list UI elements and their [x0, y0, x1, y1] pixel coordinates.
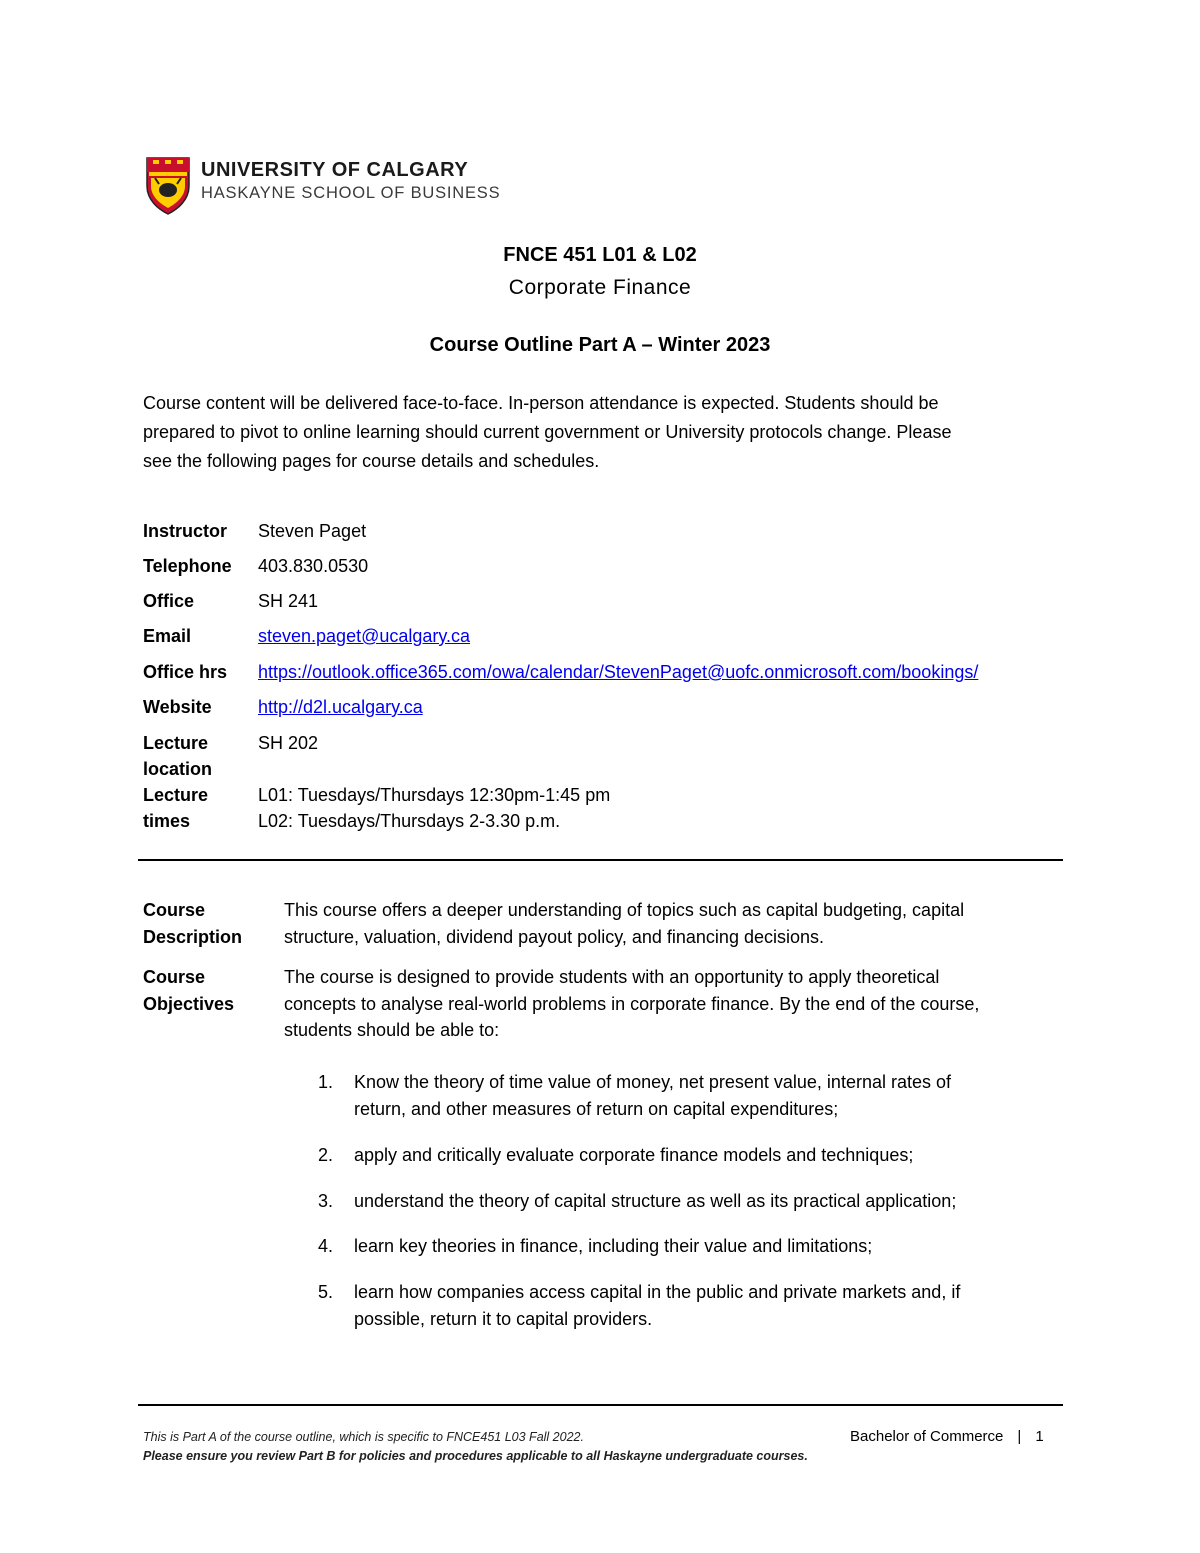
website-link[interactable]: http://d2l.ucalgary.ca [258, 697, 423, 717]
intro-paragraph [143, 389, 1063, 476]
label-line: Course [143, 967, 206, 987]
label-line: Lecture [143, 785, 209, 805]
objective-item [354, 1069, 1074, 1122]
section-divider [138, 859, 1063, 861]
lecture-times-label [143, 782, 208, 834]
label-line: location [143, 759, 213, 779]
school-name: HASKAYNE SCHOOL OF BUSINESS [201, 184, 501, 202]
instructor-value: Steven Paget [258, 521, 367, 541]
objective-number: 3. [318, 1191, 334, 1211]
label-line: Description [143, 926, 243, 947]
program-name: Bachelor of Commerce [850, 1428, 1004, 1445]
telephone-value: 403.830.0530 [258, 556, 369, 576]
label-line: Objectives [143, 993, 235, 1014]
text-line: concepts to analyse real-world problems in corporate finance. By the end of the course, [284, 993, 980, 1014]
label-line: Lecture [143, 733, 209, 753]
lecture-time-l02: L02: Tuesdays/Thursdays 2-3.30 p.m. [258, 811, 561, 831]
objective-item [354, 1279, 1074, 1332]
objective-number: 5. [318, 1282, 334, 1302]
objective-number: 2. [318, 1145, 334, 1165]
website-label: Website [143, 697, 212, 717]
telephone-label: Telephone [143, 556, 232, 576]
intro-line: see the following pages for course details and schedules. [143, 451, 600, 471]
text-line: The course is designed to provide students with an opportunity to apply theoretical [284, 967, 940, 987]
page-number: 1 [1035, 1428, 1044, 1445]
crest-icon [145, 156, 191, 216]
objective-number: 4. [318, 1236, 334, 1256]
office-label: Office [143, 591, 195, 611]
description-text [284, 897, 1074, 950]
footer-divider [138, 1404, 1063, 1406]
text-line: possible, return it to capital providers. [354, 1308, 653, 1329]
objective-number: 1. [318, 1072, 334, 1092]
lecture-times-value [258, 782, 610, 834]
footer-note [143, 1428, 843, 1466]
text-line: students should be able to: [284, 1020, 500, 1040]
instructor-label: Instructor [143, 521, 228, 541]
course-code-title: FNCE 451 L01 & L02 [503, 244, 697, 266]
label-line: times [143, 811, 191, 831]
course-name-title: Corporate Finance [508, 276, 692, 299]
description-label [143, 897, 273, 950]
text-line: Know the theory of time value of money, net present value, internal rates of [354, 1072, 951, 1092]
objective-item: learn key theories in finance, including their value and limitations; [354, 1236, 873, 1256]
footer-line: Please ensure you review Part B for policies and procedures applicable to all Haskayne undergraduate courses. [143, 1449, 808, 1463]
office-value: SH 241 [258, 591, 319, 611]
footer-line: This is Part A of the course outline, which is specific to FNCE451 L03 Fall 2022. [143, 1430, 584, 1444]
email-label: Email [143, 626, 192, 646]
text-line: This course offers a deeper understanding of topics such as capital budgeting, capital [284, 900, 965, 920]
lecture-time-l01: L01: Tuesdays/Thursdays 12:30pm-1:45 pm [258, 785, 611, 805]
intro-line: prepared to pivot to online learning should current government or University protocols change. Please [143, 422, 952, 442]
lecture-location-value: SH 202 [258, 733, 319, 753]
footer-separator: | [1017, 1428, 1022, 1445]
objective-item: understand the theory of capital structure as well as its practical application; [354, 1191, 957, 1211]
intro-line: Course content will be delivered face-to-face. In-person attendance is expected. Students should be [143, 393, 939, 413]
footer-page-info [850, 1428, 1044, 1445]
text-line: learn how companies access capital in the public and private markets and, if [354, 1282, 961, 1302]
lecture-location-label [143, 730, 212, 782]
outline-title: Course Outline Part A – Winter 2023 [429, 334, 771, 356]
email-link[interactable]: steven.paget@ucalgary.ca [258, 626, 471, 646]
label-line: Course [143, 900, 206, 920]
objectives-label [143, 964, 273, 1017]
objectives-text [284, 964, 1074, 1044]
text-line: return, and other measures of return on capital expenditures; [354, 1098, 839, 1119]
university-name: UNIVERSITY OF CALGARY [201, 159, 469, 181]
office-hours-link[interactable]: https://outlook.office365.com/owa/calendar/StevenPaget@uofc.onmicrosoft.com/bookings/ [258, 662, 979, 682]
objective-item: apply and critically evaluate corporate finance models and techniques; [354, 1145, 914, 1165]
office-hours-label: Office hrs [143, 662, 228, 682]
text-line: structure, valuation, dividend payout policy, and financing decisions. [284, 926, 824, 947]
